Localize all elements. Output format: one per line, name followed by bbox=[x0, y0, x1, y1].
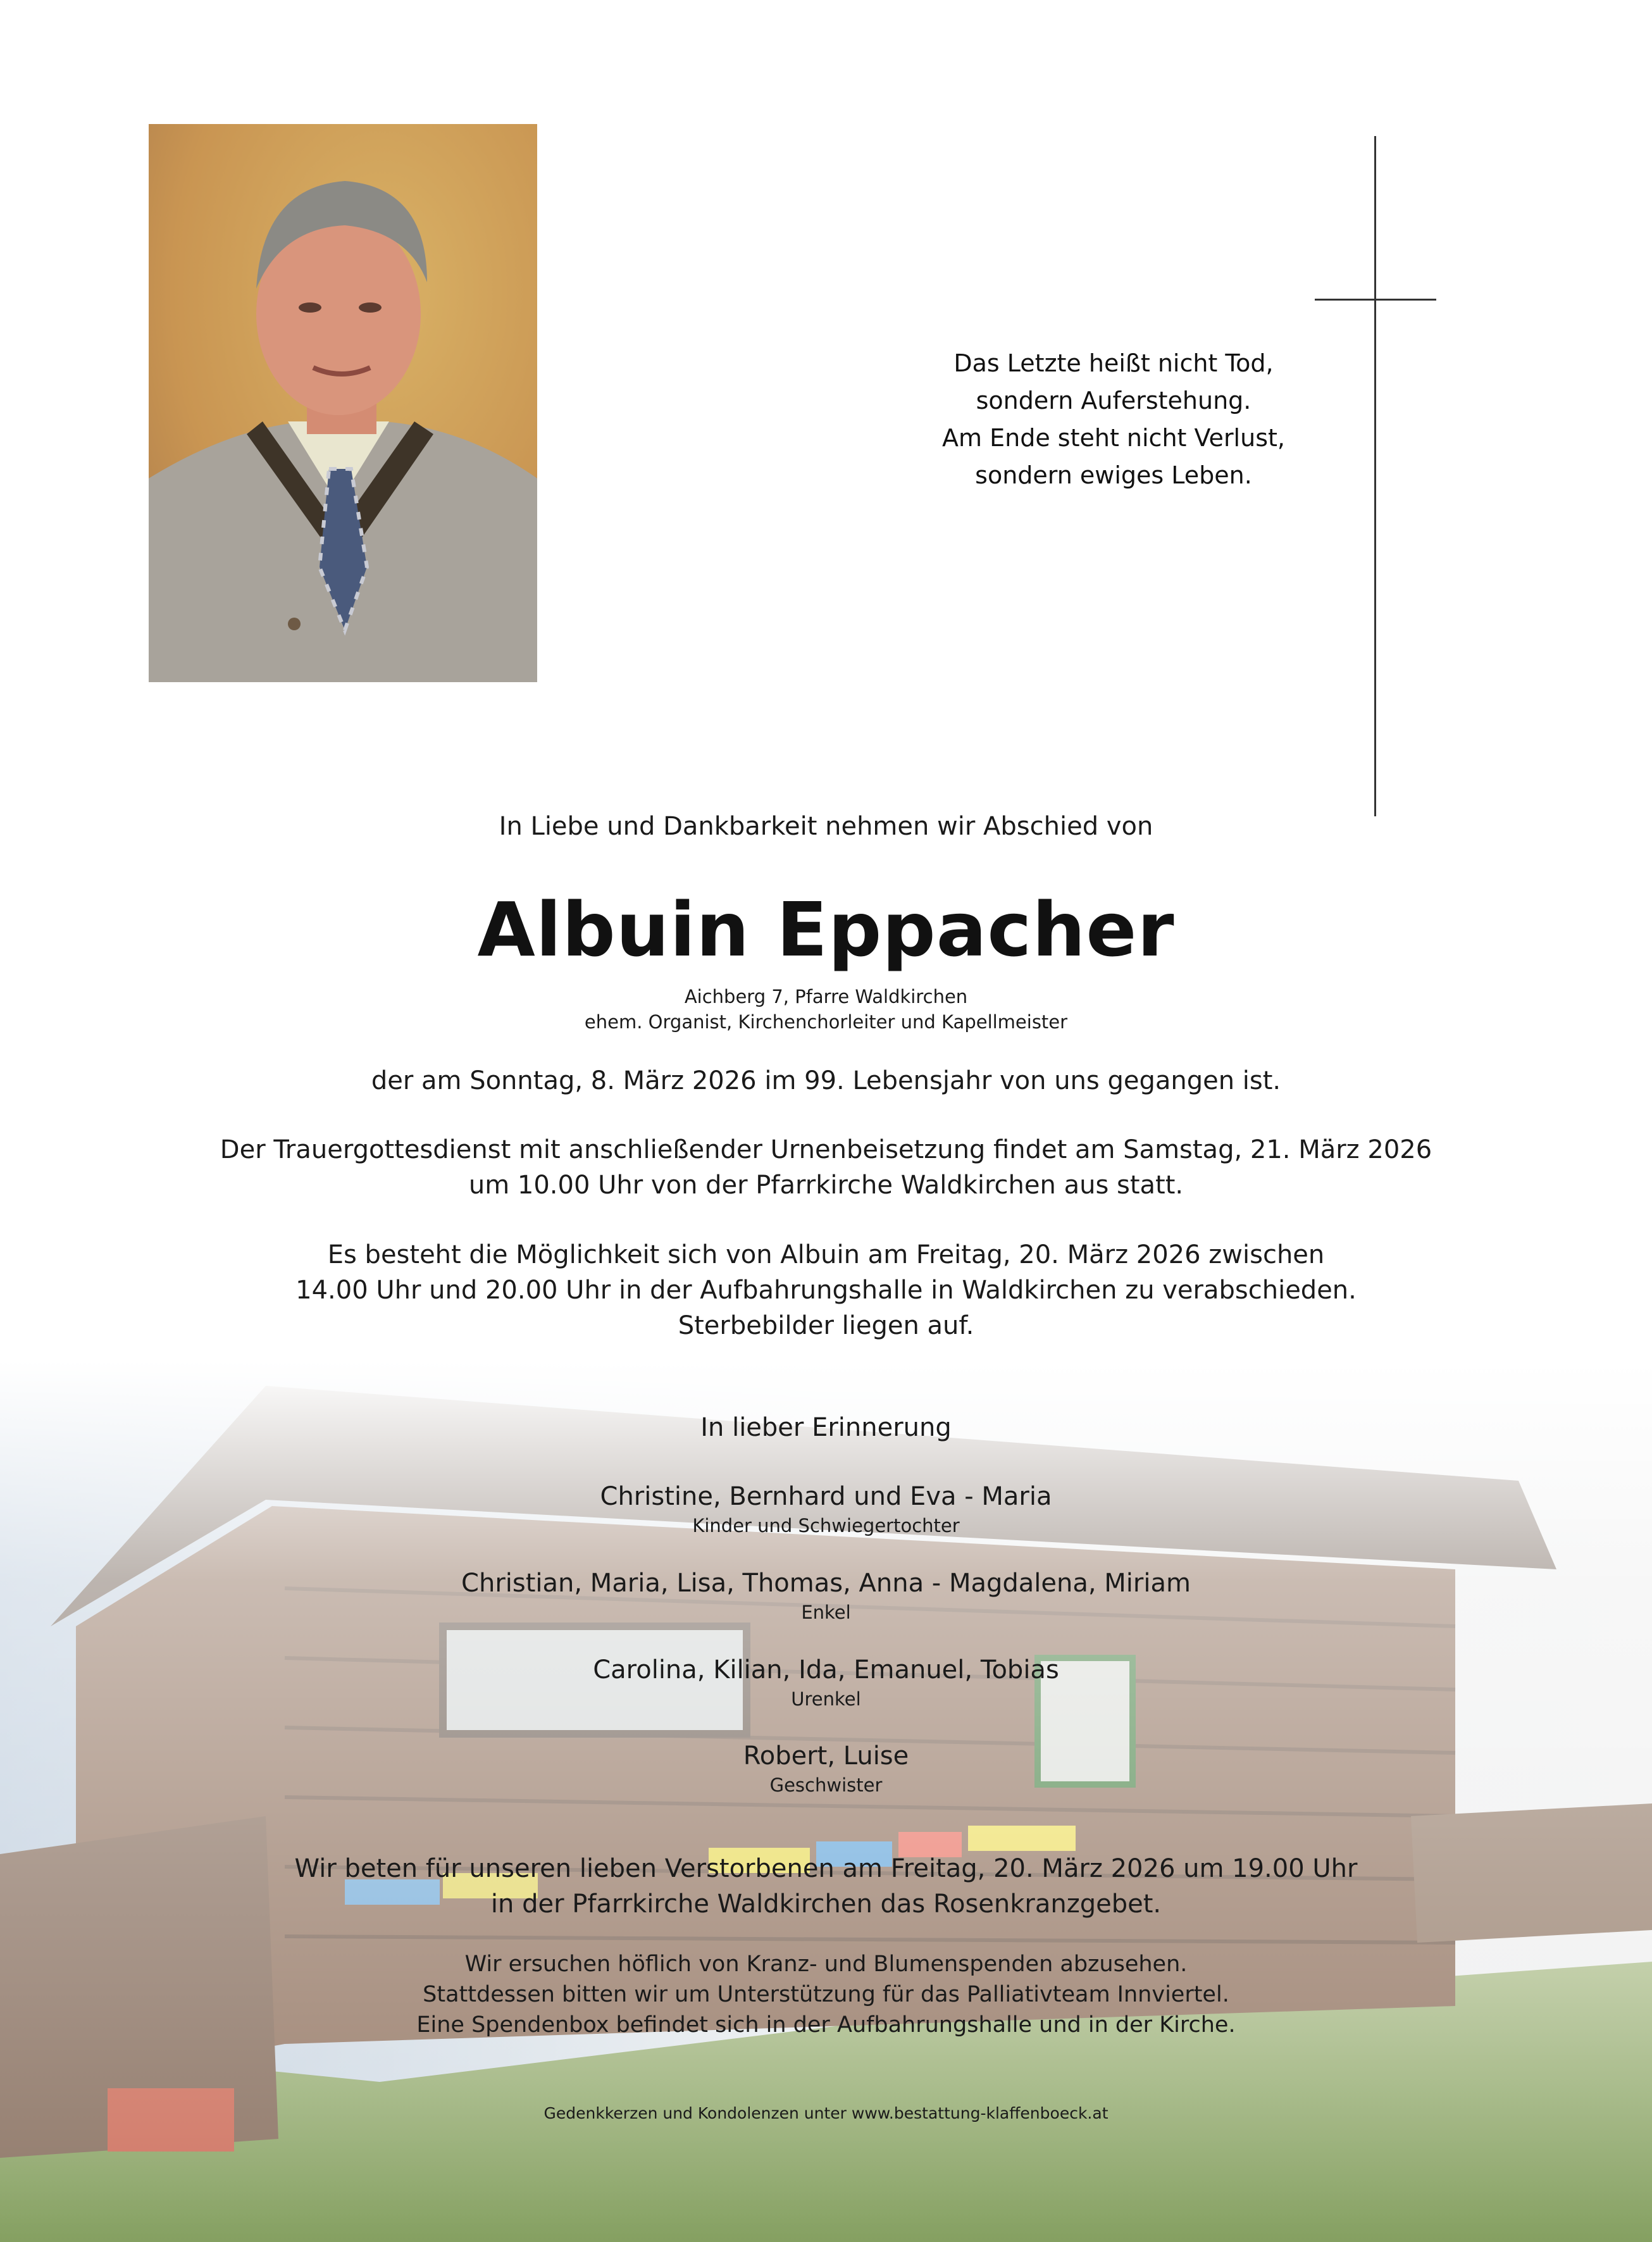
mourner-names: Robert, Luise bbox=[743, 1741, 909, 1771]
mourner-relation: Geschwister bbox=[769, 1774, 883, 1796]
rosary-line: in der Pfarrkirche Waldkirchen das Rosenkranzgebet. bbox=[490, 1890, 1162, 1919]
quote bbox=[747, 345, 1481, 494]
footer-condolence-link[interactable]: Gedenkkerzen und Kondolenzen unter www.bestattung-klaffenboeck.at bbox=[543, 2104, 1109, 2122]
viewing-line: Sterbebilder liegen auf. bbox=[678, 1311, 974, 1340]
quote-line: Am Ende steht nicht Verlust, bbox=[942, 424, 1285, 452]
mourner-group bbox=[0, 1738, 1652, 1797]
address: Aichberg 7, Pfarre Waldkirchen bbox=[684, 986, 968, 1007]
mourner-group bbox=[0, 1652, 1652, 1710]
donation-line: Wir ersuchen höflich von Kranz- und Blumenspenden abzusehen. bbox=[464, 1952, 1188, 1977]
viewing-line: Es besteht die Möglichkeit sich von Albuin am Freitag, 20. März 2026 zwischen bbox=[327, 1240, 1325, 1269]
deceased-details bbox=[0, 984, 1652, 1035]
rosary-line: Wir beten für unseren lieben Verstorbenen am Freitag, 20. März 2026 um 19.00 Uhr bbox=[294, 1854, 1358, 1883]
viewing-line: 14.00 Uhr und 20.00 Uhr in der Aufbahrungshalle in Waldkirchen zu verabschieden. bbox=[295, 1276, 1357, 1305]
viewing-info bbox=[0, 1237, 1652, 1343]
memory-heading: In lieber Erinnerung bbox=[700, 1413, 952, 1442]
donation-line: Eine Spendenbox befindet sich in der Aufbahrungshalle und in der Kirche. bbox=[416, 2012, 1236, 2038]
intro-text: In Liebe und Dankbarkeit nehmen wir Abschied von bbox=[499, 812, 1153, 841]
cross-horizontal-line bbox=[1315, 299, 1436, 301]
mourner-names: Christine, Bernhard und Eva - Maria bbox=[600, 1482, 1052, 1511]
donation-info bbox=[0, 1949, 1652, 2040]
deceased-name: Albuin Eppacher bbox=[477, 886, 1175, 973]
mourner-group bbox=[0, 1566, 1652, 1624]
portrait-photo bbox=[149, 124, 537, 682]
mourner-names: Christian, Maria, Lisa, Thomas, Anna - Magdalena, Miriam bbox=[461, 1569, 1191, 1598]
mourner-relation: Enkel bbox=[801, 1602, 851, 1623]
quote-line: sondern Auferstehung. bbox=[976, 387, 1251, 414]
death-announcement: der am Sonntag, 8. März 2026 im 99. Lebensjahr von uns gegangen ist. bbox=[371, 1066, 1281, 1095]
mourner-relation: Kinder und Schwiegertochter bbox=[692, 1515, 960, 1536]
rosary-info bbox=[0, 1851, 1652, 1922]
mourner-names: Carolina, Kilian, Ida, Emanuel, Tobias bbox=[593, 1655, 1059, 1685]
mourner-relation: Urenkel bbox=[791, 1688, 861, 1710]
occupation: ehem. Organist, Kirchenchorleiter und Kapellmeister bbox=[584, 1011, 1068, 1033]
quote-line: Das Letzte heißt nicht Tod, bbox=[953, 349, 1274, 377]
service-line: Der Trauergottesdienst mit anschließender Urnenbeisetzung findet am Samstag, 21. März 2026 bbox=[220, 1135, 1432, 1164]
mourner-group bbox=[0, 1479, 1652, 1537]
donation-line: Stattdessen bitten wir um Unterstützung für das Palliativteam Innviertel. bbox=[423, 1982, 1229, 2007]
service-info bbox=[0, 1132, 1652, 1203]
service-line: um 10.00 Uhr von der Pfarrkirche Waldkirchen aus statt. bbox=[468, 1171, 1184, 1200]
quote-line: sondern ewiges Leben. bbox=[975, 461, 1252, 489]
